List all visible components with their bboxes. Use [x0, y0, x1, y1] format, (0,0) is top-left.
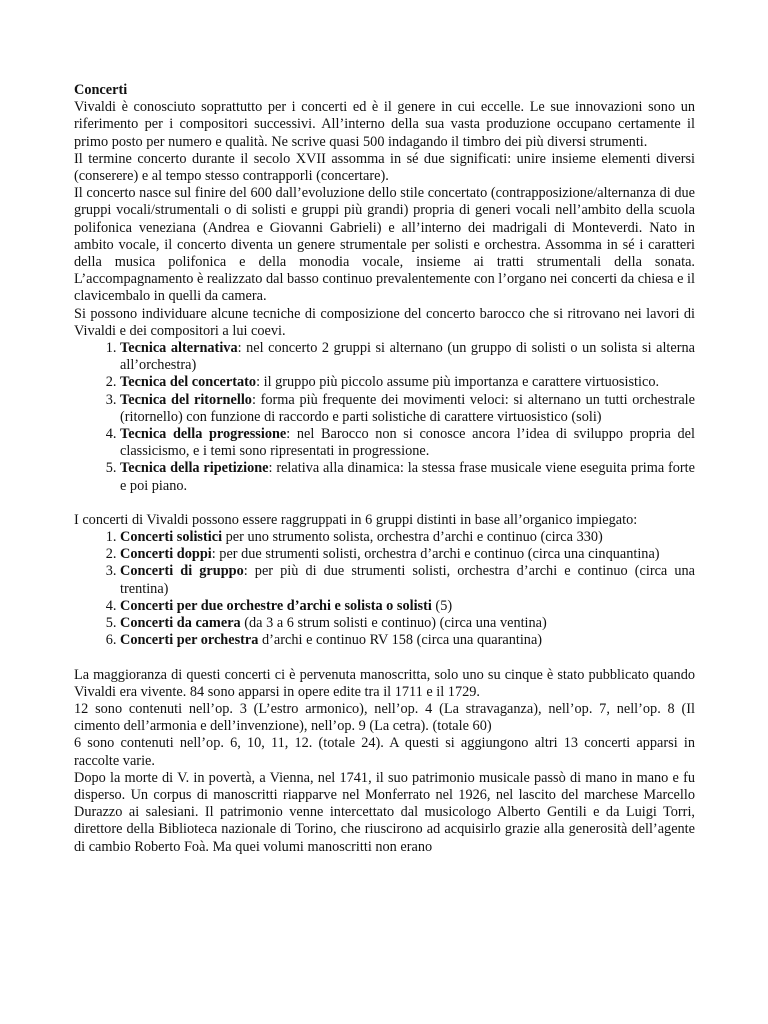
list-item-text: d’archi e continuo RV 158 (circa una quarantina) [258, 632, 543, 649]
list-item-term: Concerti solistici [120, 529, 223, 546]
list-item-text: (5) [431, 597, 453, 614]
spacer [74, 650, 695, 667]
list-item-text: per uno strumento solista, orchestra d’archi e continuo (circa 330) [222, 529, 603, 546]
list-item [120, 392, 695, 426]
list-item [120, 374, 695, 391]
list-item-text: (da 3 a 6 strum solisti e continuo) (circa una ventina) [240, 615, 547, 632]
list-item-text: : forma più frequente dei movimenti veloci: si alternano un tutti orchestrale (ritornello) con funzione di raccordo e parti solistiche di carattere virtuosistico (soli) [120, 391, 695, 425]
spacer [74, 495, 695, 512]
paragraph: Il concerto nasce sul finire del 600 dall’evoluzione dello stile concertato (contrapposizione/alternanza di due gruppi vocali/strumentali o di solisti e gruppi più grandi) propria di generi vocali nell’ambito della scuola polifonica veneziana (Andrea e Giovanni Gabrieli) e all’interno dei madrigali di Monteverdi. Nato in ambito vocale, il concerto diventa un genere strumentale per solisti e orchestra. Assomma in sé i caratteri della musica polifonica e della monodia vocale, insieme ai tratti strumentali della sonata. L’accompagnamento è realizzato dal basso continuo prevalentemente con l’organo nei concerti da chiesa e il clavicembalo in quelli da camera. [74, 185, 695, 305]
list-item [120, 632, 695, 649]
list-item-text: : per più di due strumenti solisti, orchestra d’archi e continuo (circa una trentina) [120, 563, 695, 597]
list-item-term: Tecnica del concertato [120, 374, 257, 391]
document-page [74, 82, 695, 856]
paragraph: Dopo la morte di V. in povertà, a Vienna, nel 1741, il suo patrimonio musicale passò di mano in mano e fu disperso. Un corpus di manoscritti riapparve nel Monferrato nel 1926, nel lascito del marchese Marcello Durazzo ai salesiani. Il patrimonio venne intercettato dal musicologo Alberto Gentili e da Luigi Torri, direttore della Biblioteca nazionale di Torino, che riuscirono ad acquisirlo grazie alla generosità dell’agente di cambio Roberto Foà. Ma quei volumi manoscritti non erano [74, 769, 695, 855]
paragraph: Si possono individuare alcune tecniche di composizione del concerto barocco che si ritrovano nei lavori di Vivaldi e dei compositori a lui coevi. [74, 305, 695, 339]
list-item [120, 615, 695, 632]
paragraph: Vivaldi è conosciuto soprattutto per i concerti ed è il genere in cui eccelle. Le sue innovazioni sono un riferimento per i compositori successivi. All’interno della sua vasta produzione occupano certamente il primo posto per numero e qualità. Ne scrive quasi 500 indagando il timbro dei più diversi strumenti. [74, 99, 695, 150]
list-item [120, 426, 695, 460]
list-item-term: Tecnica del ritornello [120, 391, 252, 408]
list-item-text: : nel concerto 2 gruppi si alternano (un gruppo di solisti o un solista si alterna all’orchestra) [120, 340, 695, 374]
techniques-list [74, 340, 695, 495]
list-item-text: : relativa alla dinamica: la stessa frase musicale viene eseguita prima forte e poi piano. [120, 460, 695, 494]
list-item-term: Concerti da camera [120, 615, 241, 632]
list-item [120, 340, 695, 374]
list-item [120, 460, 695, 494]
list-item-term: Tecnica della progressione [120, 426, 287, 443]
list-item-term: Concerti di gruppo [120, 563, 244, 580]
paragraph: La maggioranza di questi concerti ci è pervenuta manoscritta, solo uno su cinque è stato pubblicato quando Vivaldi era vivente. 84 sono apparsi in opere edite tra il 1711 e il 1729. [74, 666, 695, 700]
paragraph: 12 sono contenuti nell’op. 3 (L’estro armonico), nell’op. 4 (La stravaganza), nell’op. 7, nell’op. 8 (Il cimento dell’armonia e dell’invenzione), nell’op. 9 (La cetra). (totale 60) [74, 700, 695, 735]
list-item [120, 546, 695, 563]
paragraph: I concerti di Vivaldi possono essere raggruppati in 6 gruppi distinti in base all’organico impiegato: [74, 511, 638, 528]
list-item-text: : nel Barocco non si conosce ancora l’idea di sviluppo propria del classicismo, e i temi sono ripresentati in progressione. [120, 426, 695, 460]
list-item-text: : per due strumenti solisti, orchestra d’archi e continuo (circa una cinquantina) [211, 546, 660, 563]
paragraph: 6 sono contenuti nell’op. 6, 10, 11, 12. (totale 24). A questi si aggiungono altri 13 concerti apparsi in raccolte varie. [74, 735, 695, 769]
list-item-term: Tecnica della ripetizione [120, 460, 269, 477]
list-item-term: Concerti doppi [120, 546, 212, 563]
list-item-term: Concerti per due orchestre d’archi e solista o solisti [120, 597, 432, 614]
list-item [120, 598, 695, 615]
section-heading: Concerti [74, 82, 128, 98]
paragraph: Il termine concerto durante il secolo XVII assomma in sé due significati: unire insieme elementi diversi (conserere) e al tempo stesso contrapporli (concertare). [74, 150, 695, 185]
list-item-text: : il gruppo più piccolo assume più importanza e carattere virtuosistico. [256, 374, 660, 391]
list-item [120, 529, 695, 546]
list-item-term: Tecnica alternativa [120, 340, 238, 357]
list-item [120, 563, 695, 597]
list-item-term: Concerti per orchestra [120, 632, 259, 649]
groups-list [74, 529, 695, 649]
